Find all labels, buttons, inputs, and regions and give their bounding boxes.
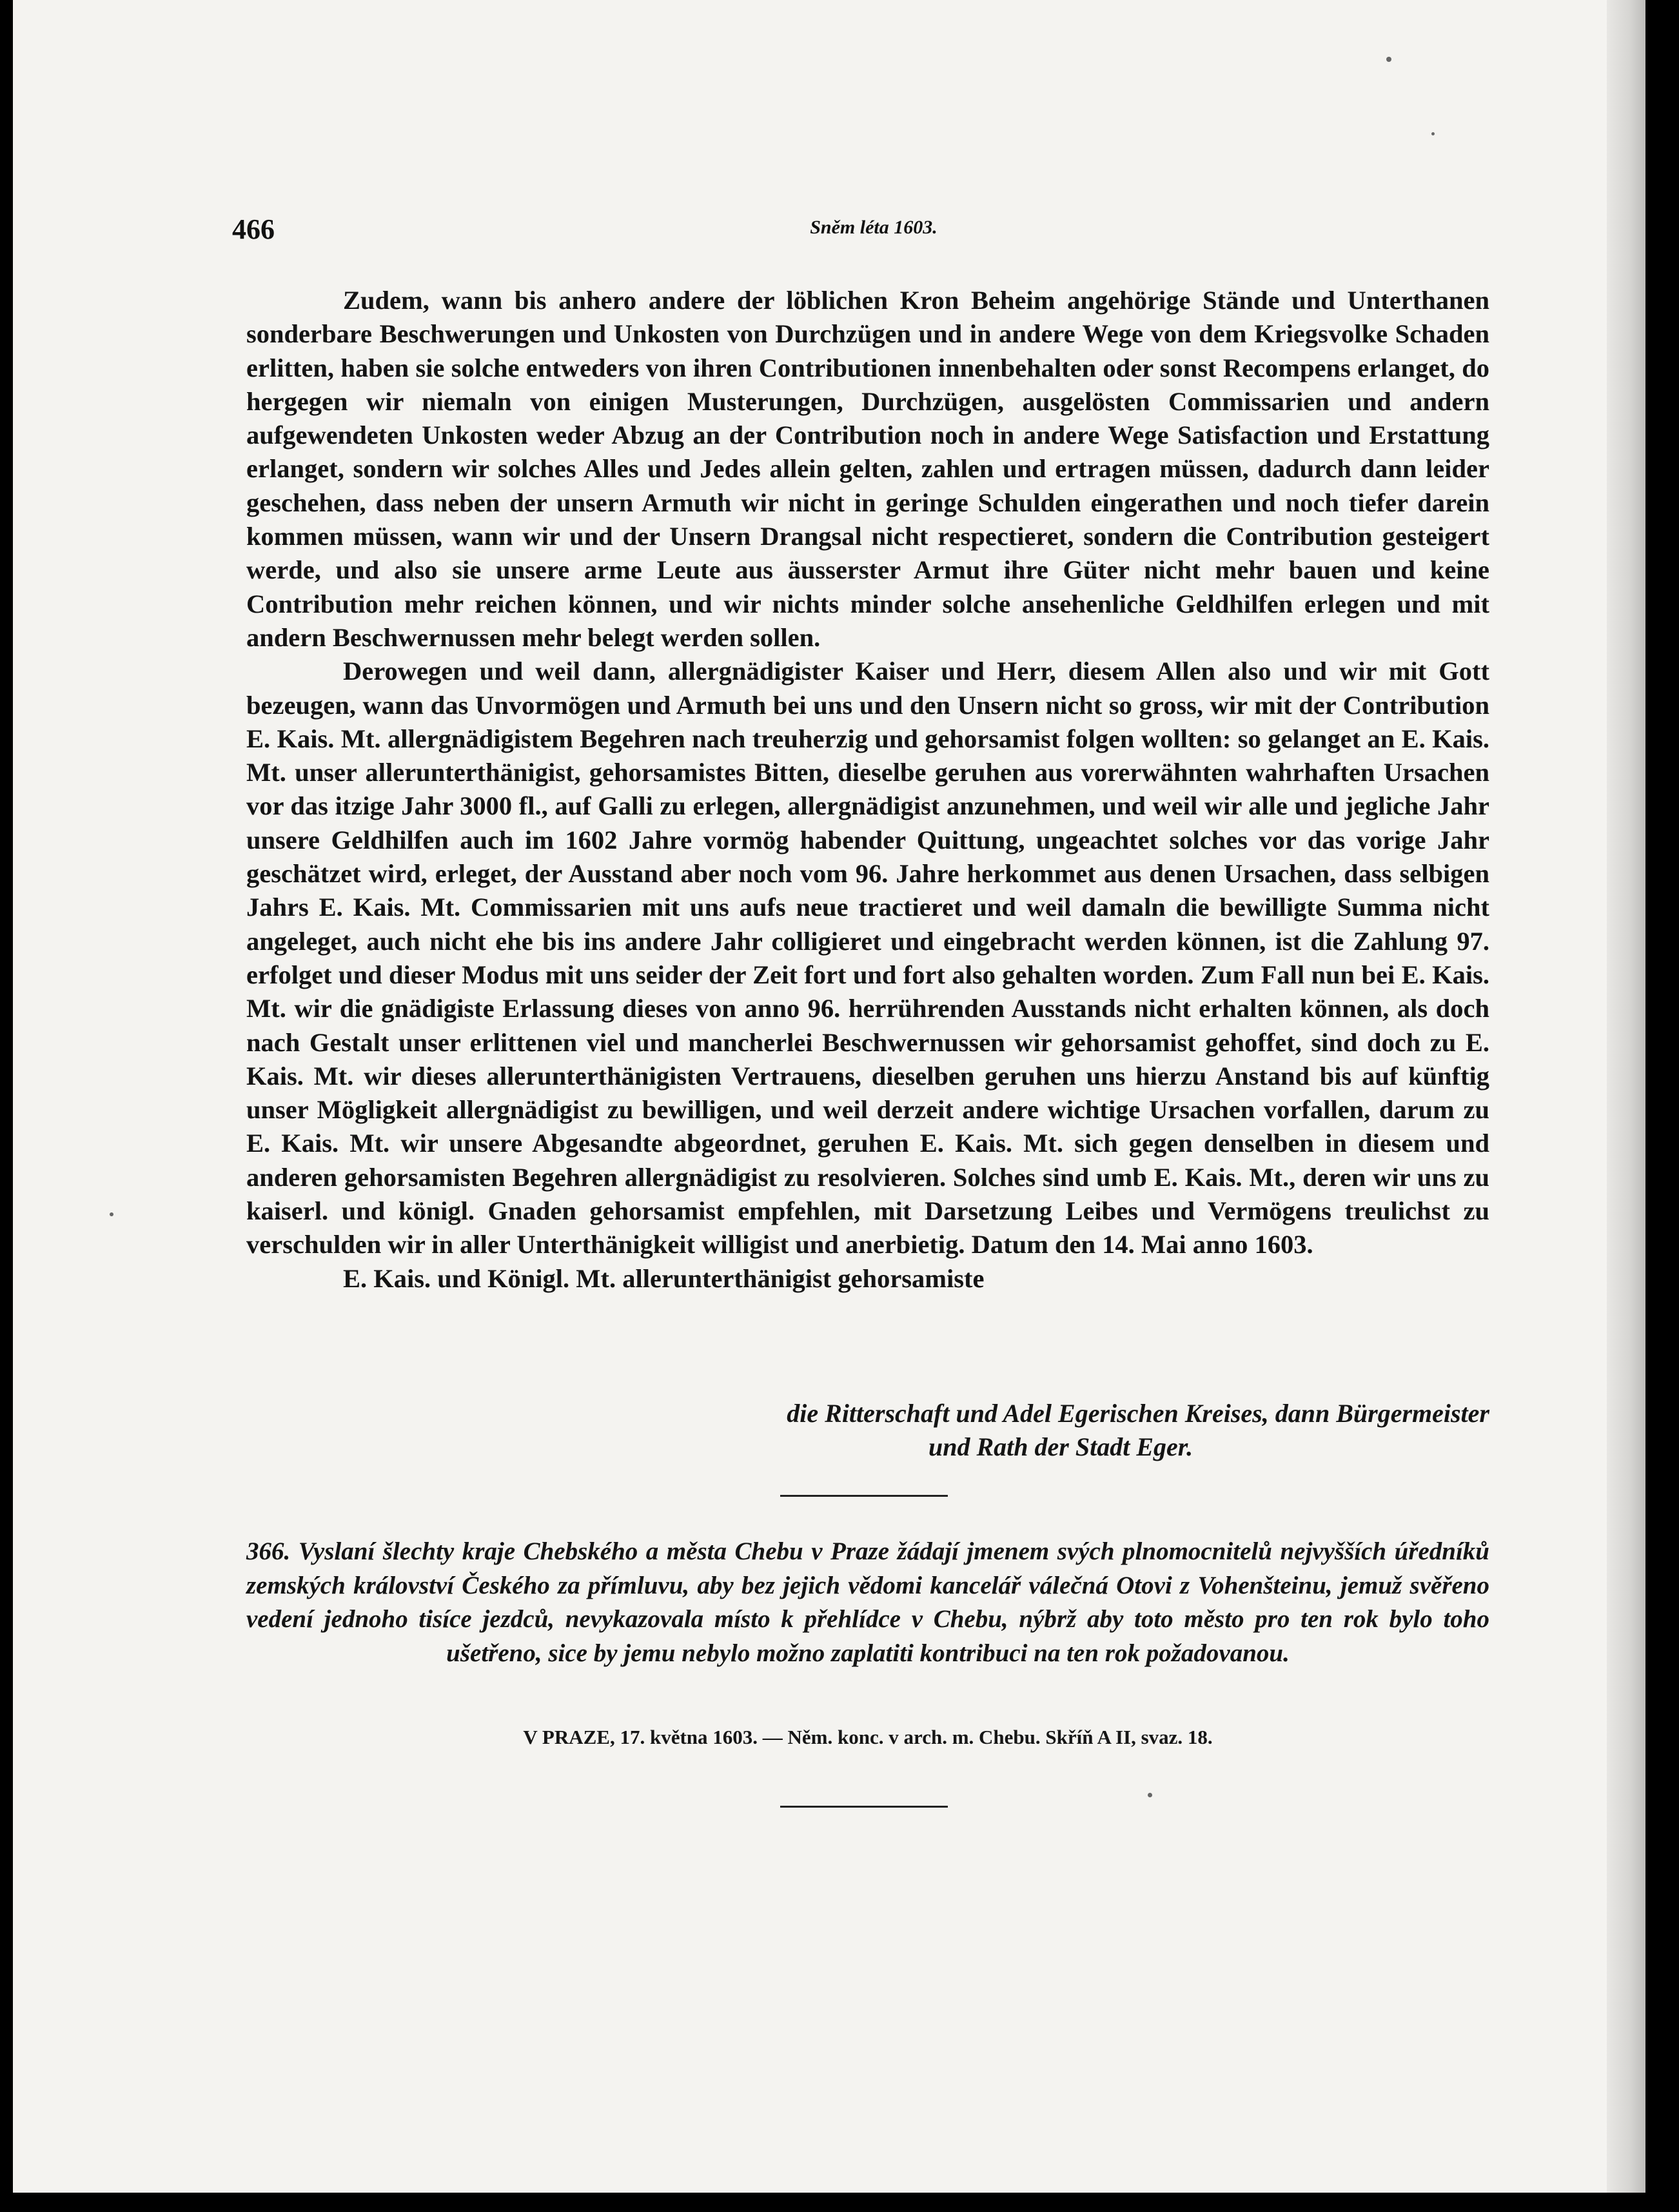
source-citation: V PRAZE, 17. května 1603. — Něm. konc. v arch. m. Chebu. Skříň A II, svaz. 18. (523, 1726, 1213, 1748)
page-edge-shadow (1607, 0, 1645, 2193)
signature-line-1: die Ritterschaft und Adel Egerischen Kreises, dann Bürgermeister (787, 1399, 1489, 1428)
regest-text: Vyslaní šlechty kraje Chebského a města Chebu v Praze žádají jmenem svých plnomocnitelů nejvyšších úředníků zemských království Českého za přímluvu, aby bez jejich vědomi kancelář válečná Otovi z Vohenšteinu, jemuž svěřeno vedení jednoho tisíce jezdců, nevykazovala místo k přehlídce v Chebu, nýbrž aby toto město pro ten rok bylo toho ušetřeno, sice by jemu nebylo možno zaplatiti kontribuci na ten rok požadovanou. (246, 1537, 1490, 1667)
section-divider-bottom (780, 1806, 948, 1808)
page-header (232, 213, 1515, 252)
signature-line-2: und Rath der Stadt Eger. (928, 1432, 1193, 1461)
closing-formula: E. Kais. und Königl. Mt. allerunterthänigist gehorsamiste (343, 1263, 985, 1293)
main-text (246, 284, 1489, 1296)
running-title: Sněm léta 1603. (810, 217, 938, 238)
section-divider (780, 1495, 948, 1497)
regest-number: 366. (246, 1537, 291, 1565)
scan-speck (1148, 1793, 1152, 1797)
scan-speck (110, 1212, 113, 1216)
scanned-page (13, 0, 1645, 2193)
signature-block (658, 1397, 1489, 1464)
scan-speck (1431, 132, 1435, 135)
paragraph-2: Derowegen und weil dann, allergnädigister Kaiser und Herr, diesem Allen also und wir mit Gott bezeugen, wann das Unvormögen und Armuth bei uns und den Unsern nicht so gross, wir mit der Contribution E. Kais. Mt. allergnädigistem Begehren nach treuherzig und gehorsamist folgen wollten: so gelanget an E. Kais. Mt. unser allerunterthänigist, gehorsamistes Bitten, dieselbe geruhen aus vorerwähnten wahrhaften Ursachen vor das itzige Jahr 3000 fl., auf Galli zu erlegen, allergnädigist anzunehmen, und weil wir alle und jegliche Jahr unsere Geldhilfen auch im 1602 Jahre vormög habender Quittung, ungeachtet solches vor das vorige Jahr geschätzet wird, erleget, der Ausstand aber noch vom 96. Jahre herkommet aus denen Ursachen, dass selbigen Jahrs E. Kais. Mt. Commissarien mit uns aufs neue tractieret und weil damaln die bewilligte Summa nicht angeleget, auch nicht ehe bis ins andere Jahr colligieret und eingebracht werden können, ist die Zahlung 97. erfolget und dieser Modus mit uns seider der Zeit fort und fort also gehalten worden. Zum Fall nun bei E. Kais. Mt. wir die gnädigiste Erlassung dieses von anno 96. herrührenden Ausstands nicht erhalten können, als doch nach Gestalt unser erlittenen viel und mancherlei Beschwernussen wir gehorsamist gehoffet, sind doch zu E. Kais. Mt. wir dieses allerunterthänigisten Vertrauens, dieselben geruhen uns hierzu Anstand bis auf künftig unser Mögligkeit allergnädigist zu bewilligen, und weil derzeit andere wichtige Ursachen vorfallen, darum zu E. Kais. Mt. wir unsere Abgesandte abgeordnet, geruhen E. Kais. Mt. sich gegen denselben in diesem und anderen gehorsamisten Begehren allergnädigist zu resolvieren. Solches sind umb E. Kais. Mt., deren wir uns zu kaiserl. und königl. Gnaden gehorsamist empfehlen, mit Darsetzung Leibes und Vermögens treulichst zu verschulden wir in aller Unterthänigkeit willigist und anerbietig. Datum den 14. Mai anno 1603. (246, 657, 1489, 1259)
page-number: 466 (232, 213, 275, 245)
paragraph-1: Zudem, wann bis anhero andere der löblichen Kron Beheim angehörige Stände und Unterthanen sonderbare Beschwerungen und Unkosten von Durchzügen und in andere Wege von dem Kriegsvolke Schaden erlitten, haben sie solche entweders von ihren Contributionen innenbehalten oder sonst Recompens erlanget, do hergegen wir niemaln von einigen Musterungen, Durchzügen, ausgelösten Commissarien und andern aufgewendeten Unkosten weder Abzug an der Contribution noch in andere Wege Satisfaction und Erstattung erlanget, sondern wir solches Alles und Jedes allein gelten, zahlen und ertragen müssen, dadurch dann leider geschehen, dass neben der unsern Armuth wir nicht in geringe Schulden eingerathen und noch tiefer darein kommen müssen, wann wir und der Unsern Drangsal nicht respectieret, sondern die Contribution gesteigert werde, und also sie unsere arme Leute aus äusserster Armut ihre Güter nicht mehr bauen und keine Contribution mehr reichen können, und wir nichts minder solche ansehenliche Geldhilfen erlegen und mit andern Beschwernussen mehr belegt werden sollen. (246, 286, 1489, 652)
regest-entry (246, 1535, 1489, 1670)
scan-speck (1386, 57, 1391, 62)
